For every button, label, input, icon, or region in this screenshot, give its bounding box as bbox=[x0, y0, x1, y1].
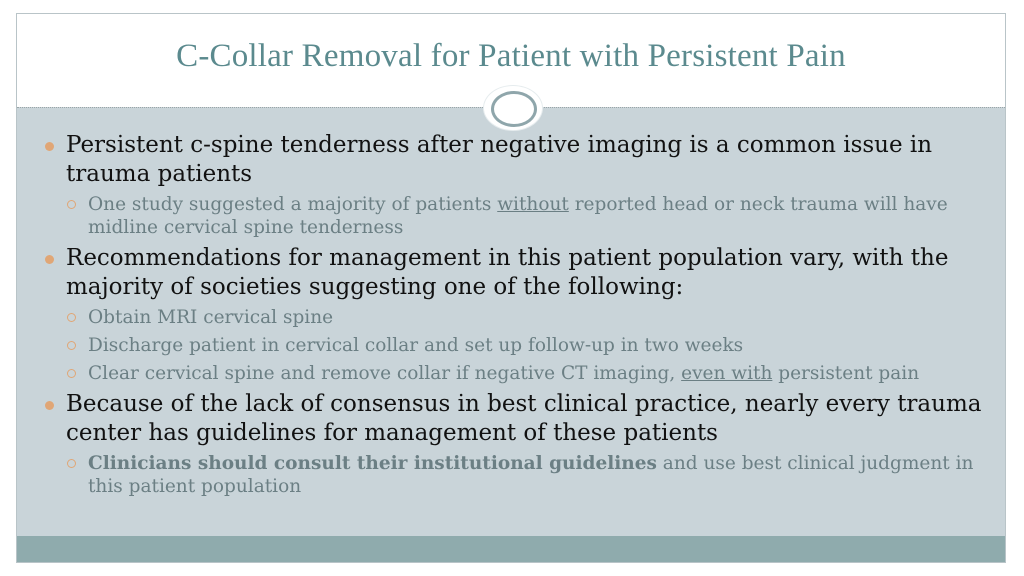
sub-bullet-text: Obtain MRI cervical spine bbox=[88, 307, 334, 328]
sub-bullet-point bbox=[45, 334, 985, 357]
ring-bullet-icon bbox=[67, 369, 76, 378]
bullet-text: Persistent c-spine tenderness after negative imaging is a common issue in trauma patients bbox=[66, 132, 933, 187]
sub-bullet-point bbox=[45, 306, 985, 329]
slide-content bbox=[45, 131, 985, 503]
sub-bullet-point bbox=[45, 452, 985, 498]
bullet-dot-icon bbox=[45, 255, 54, 264]
sub-bullet-text: persistent pain bbox=[772, 363, 920, 384]
underlined-text: without bbox=[497, 194, 569, 215]
oval-ornament-icon bbox=[484, 86, 542, 130]
bullet-point bbox=[45, 244, 985, 302]
sub-bullet-point bbox=[45, 362, 985, 385]
bullet-dot-icon bbox=[45, 401, 54, 410]
ring-bullet-icon bbox=[67, 313, 76, 322]
footer-band bbox=[17, 536, 1005, 562]
ring-bullet-icon bbox=[67, 200, 76, 209]
sub-bullet-point bbox=[45, 193, 985, 239]
sub-bullet-text: One study suggested a majority of patients bbox=[88, 194, 498, 215]
bullet-dot-icon bbox=[45, 142, 54, 151]
bullet-text: Recommendations for management in this patient population vary, with the majority of societies suggesting one of the following: bbox=[66, 245, 949, 300]
ring-bullet-icon bbox=[67, 341, 76, 350]
sub-bullet-text: and use best clinical judgment in this patient population bbox=[88, 453, 974, 497]
slide bbox=[16, 13, 1006, 563]
sub-bullet-list bbox=[45, 306, 985, 385]
sub-bullet-text: Discharge patient in cervical collar and set up follow-up in two weeks bbox=[88, 335, 744, 356]
bullet-point bbox=[45, 131, 985, 189]
sub-bullet-text: Clear cervical spine and remove collar if negative CT imaging, bbox=[88, 363, 682, 384]
sub-bullet-text: reported head or neck trauma will have midline cervical spine tenderness bbox=[88, 194, 948, 238]
bullet-point bbox=[45, 390, 985, 448]
underlined-text: even with bbox=[681, 363, 773, 384]
bold-text: Clinicians should consult their institutional guidelines bbox=[88, 453, 657, 474]
ring-bullet-icon bbox=[67, 459, 76, 468]
sub-bullet-list bbox=[45, 452, 985, 498]
slide-title: C-Collar Removal for Patient with Persistent Pain bbox=[176, 38, 846, 74]
sub-bullet-list bbox=[45, 193, 985, 239]
bullet-text: Because of the lack of consensus in best clinical practice, nearly every trauma center has guidelines for management of these patients bbox=[66, 391, 982, 446]
